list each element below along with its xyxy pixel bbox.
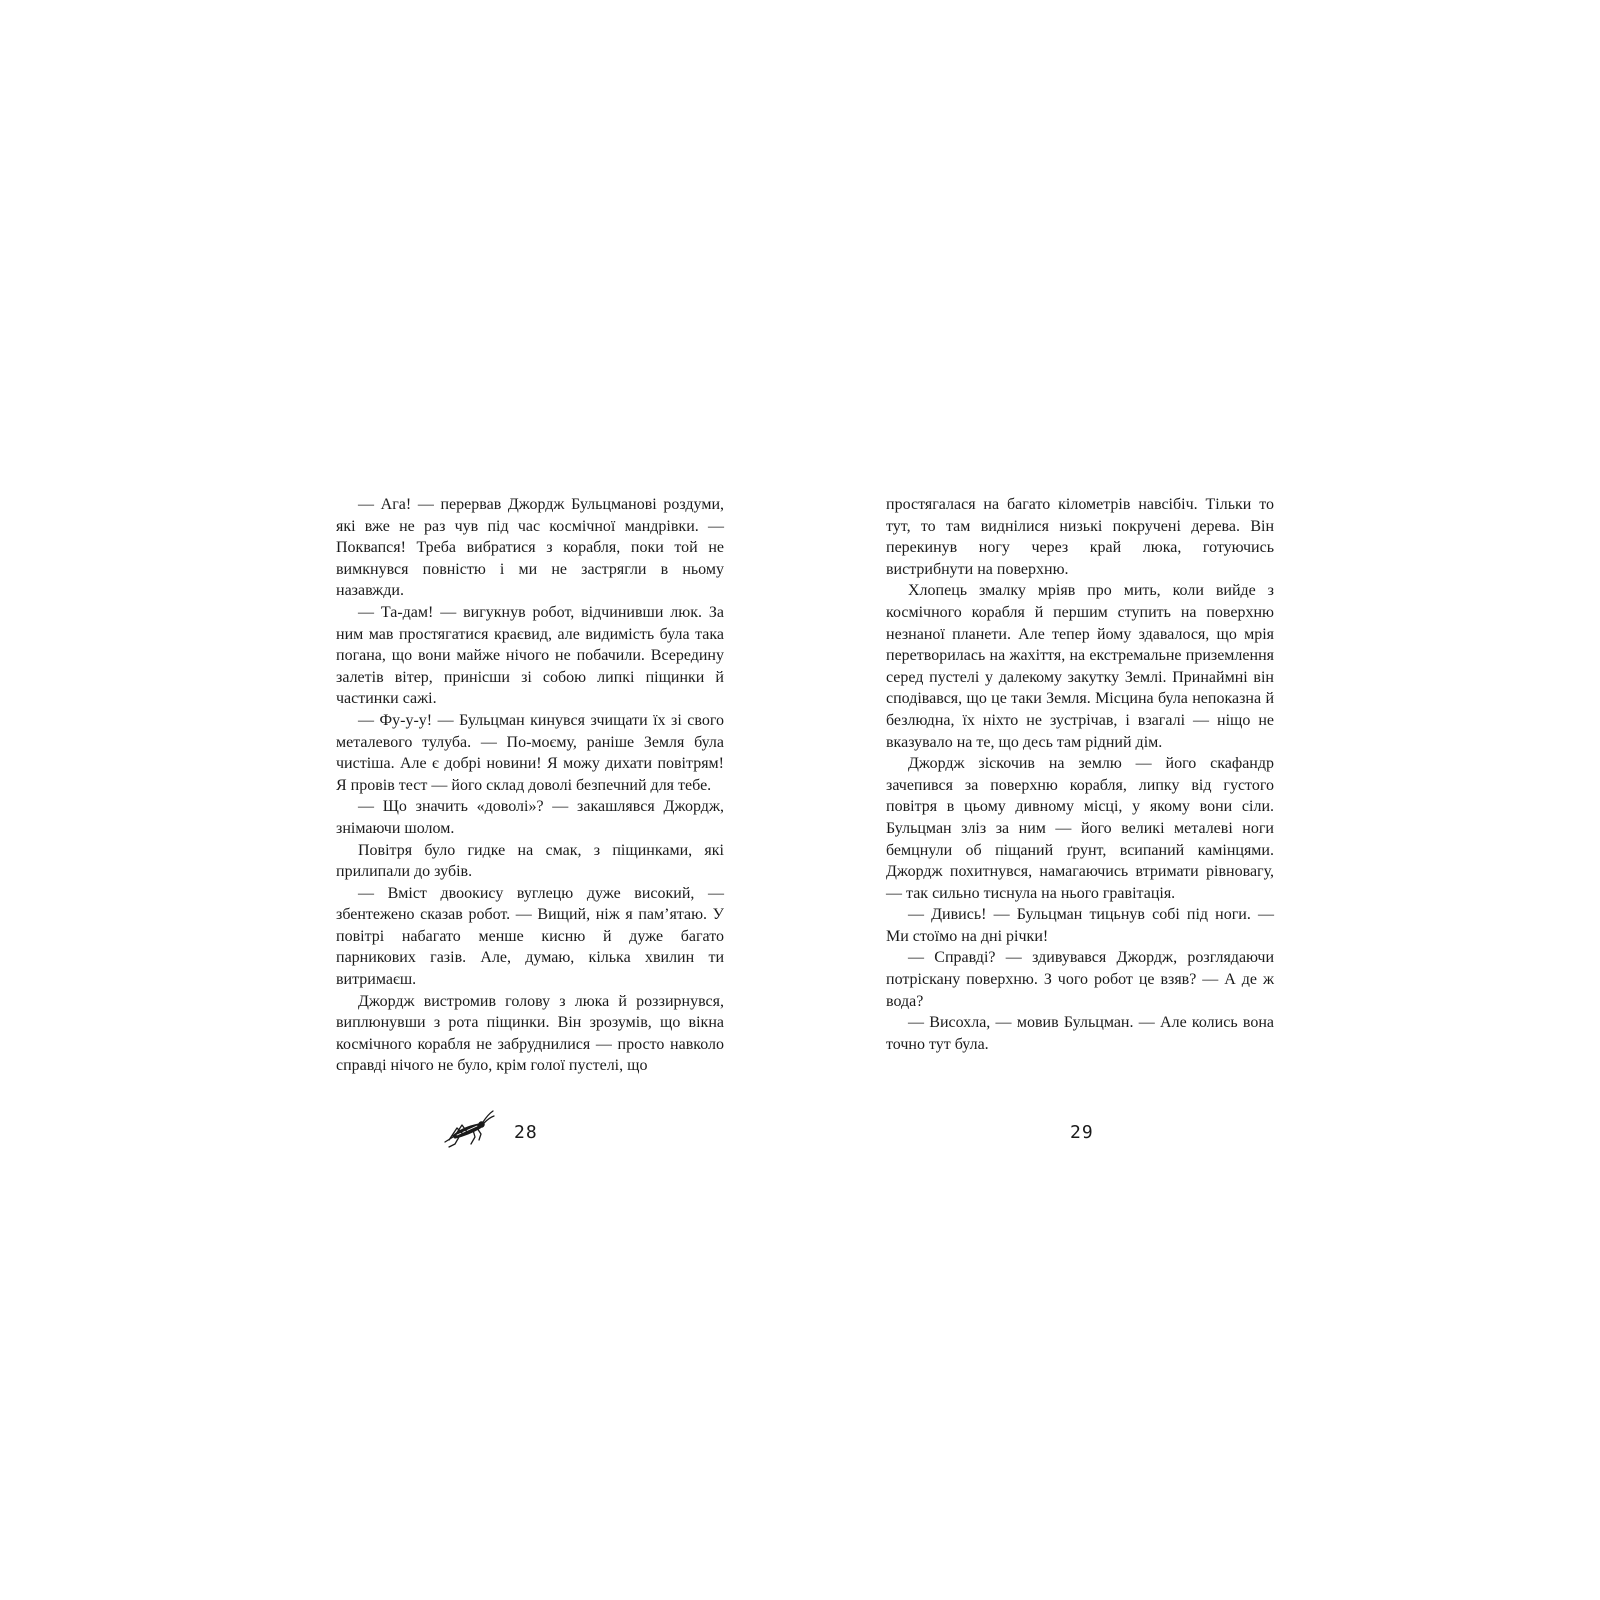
paragraph: — Вміст двоокису вуглецю дуже високий, — збентежено сказав робот. — Вищий, ніж я пам’ятаю. У повітрі набагато менше кисню й дуже багато парникових газів. Але, думаю, кілька хвилин ти витримаєш. [336, 884, 724, 989]
paragraph: — Та-дам! — вигукнув робот, відчинивши люк. За ним мав простягатися краєвид, але видимість була така погана, що вони майже нічого не побачили. Всередину залетів вітер, принісши зі собою липкі піщинки й частинки сажі. [336, 603, 724, 708]
right-page-text [886, 494, 1274, 1055]
paragraph: Джордж вистромив голову з люка й роззирнувся, виплюнувши з рота піщинки. Він зрозумів, що вікна космічного корабля не забруднилися — просто навколо справді нічого не було, крім голої пустелі, що [336, 992, 724, 1075]
paragraph: Хлопець змалку мріяв про мить, коли вийде з космічного корабля й першим ступить на поверхню незнаної планети. Але тепер йому здавалося, що мрія перетворилась на жахіття, на екстремальне приземлення серед пустелі у далекому закутку Землі. Принаймні він сподівався, що це таки Земля. Місцина була непоказна й безлюдна, їх ніхто не зустрічав, і взагалі — ніщо не вказувало на те, що десь там рідний дім. [886, 582, 1274, 751]
paragraph-continuation: простягалася на багато кілометрів навсібіч. Тільки то тут, то там виднілися низькі покручені дерева. Він перекинув ногу через край люка, готуючись вистрибнути на поверхню. [886, 496, 1274, 578]
paragraph: — Ага! — перервав Джордж Бульцманові роздуми, які вже не раз чув під час космічної мандрівки. — Поквапся! Треба вибратися з корабля, поки той не вимкнувся повністю і ми не застрягли в ньому назавжди. [336, 496, 724, 600]
paragraph: — Що значить «доволі»? — закашлявся Джордж, знімаючи шолом. [336, 798, 724, 837]
left-page-text [336, 494, 724, 1077]
paragraph: — Фу-у-у! — Бульцман кинувся зчищати їх зі свого металевого тулуба. — По-моєму, раніше Земля була чистіша. Але є добрі новини! Я можу дихати повітрям! Я провів тест — його склад доволі безпечний для тебе. [336, 711, 724, 794]
page-number-left: 28 [514, 1122, 538, 1143]
cricket-icon [443, 1110, 495, 1150]
paragraph: — Справді? — здивувався Джордж, розглядаючи потріскану поверхню. З чого робот це взяв? — А де ж вода? [886, 949, 1274, 1010]
page-number-right: 29 [1070, 1122, 1094, 1143]
paragraph: — Дивись! — Бульцман тицьнув собі під ноги. — Ми стоїмо на дні річки! [886, 906, 1274, 945]
paragraph: Джордж зіскочив на землю — його скафандр зачепився за поверхню корабля, липку від густого повітря в цьому дивному місці, у якому вони сіли. Бульцман зліз за ним — його великі металеві ноги бемцнули об піщаний ґрунт, всипаний камінцями. Джордж похитнувся, намагаючись втримати рівновагу, — так сильно тиснула на нього гравітація. [886, 755, 1274, 902]
paragraph: — Висохла, — мовив Бульцман. — Але колись вона точно тут була. [886, 1014, 1274, 1053]
paragraph: Повітря було гидке на смак, з піщинками, які прилипали до зубів. [336, 841, 724, 881]
